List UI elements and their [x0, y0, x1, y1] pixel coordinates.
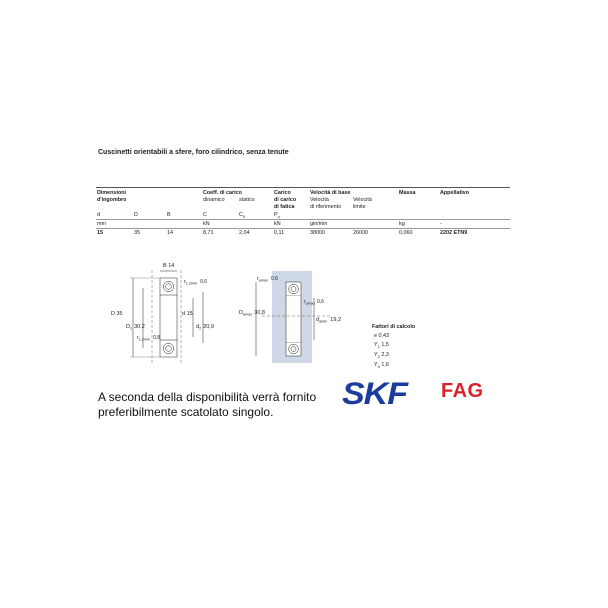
unit-dash: -	[440, 221, 442, 227]
header-statico: statico	[239, 197, 255, 203]
value-vel-lim: 26000	[353, 230, 368, 236]
svg-text:ramax0,6: $r_{amax}$ 0,6	[257, 276, 278, 283]
unit-mm: mm	[97, 221, 106, 227]
symbol-C: C	[203, 212, 207, 218]
symbol-Pu: $P_u$	[274, 212, 280, 220]
header-massa: Massa	[399, 190, 416, 196]
value-D: 35	[134, 230, 140, 236]
svg-text:D 35: D 35	[111, 311, 123, 317]
header-di-riferimento: di riferimento	[310, 204, 342, 210]
notice-line-1: A seconda della disponibilità verrà fornito	[98, 390, 317, 404]
svg-text:d220,9: $d_2$ 20,9	[196, 324, 214, 331]
skf-logo: SKF	[342, 376, 407, 412]
unit-kg: kg	[399, 221, 405, 227]
unit-giri: giri/min	[310, 221, 328, 227]
value-B: 14	[167, 230, 173, 236]
value-appellativo: 2202 ETN9	[440, 230, 468, 236]
calc-factors-heading: Fattori di calcolo	[372, 324, 416, 330]
factor-e: e 0,43	[374, 333, 389, 340]
value-vel-rif: 38000	[310, 230, 325, 236]
calc-factors	[372, 323, 415, 372]
symbol-B: B	[167, 212, 171, 218]
symbol-D: D	[134, 212, 138, 218]
header-dimensioni: Dimensioni	[97, 190, 127, 196]
header-appellativo: Appellativo	[440, 190, 470, 196]
symbol-d: d	[97, 212, 100, 218]
availability-notice	[98, 390, 316, 420]
header-velocita-2: Velocità	[353, 197, 372, 203]
factor-y1: $Y_1$ 1,5	[374, 341, 389, 349]
value-Pu: 0,11	[274, 230, 285, 236]
header-velocita-base: Velocità di base	[310, 190, 351, 196]
value-C: 8,71	[203, 230, 214, 236]
fag-logo: FAG	[441, 380, 484, 402]
header-carico: Carico	[274, 190, 291, 196]
header-di-fatica: di fatica	[274, 204, 295, 210]
symbol-C0: $C_0$	[239, 212, 246, 220]
bearing-left-labels	[111, 263, 214, 342]
page-title: Cuscinetti orientabili a sfere, foro cilindrico, senza tenute	[98, 149, 289, 156]
value-massa: 0,060	[399, 230, 413, 236]
value-C0: 2,04	[239, 230, 250, 236]
svg-text:ramax0,6: $r_{amax}$ 0,6	[304, 299, 324, 306]
svg-text:B 14: B 14	[163, 263, 175, 269]
header-ingombro: d'ingombro	[97, 197, 127, 203]
header-limite: limite	[353, 204, 366, 210]
header-di-carico: di carico	[274, 197, 297, 203]
notice-line-2: preferibilmente scatolato singolo.	[98, 405, 274, 419]
svg-text:r1,2min0,6: $r_{1,2min}$ 0,6	[184, 279, 208, 286]
value-d: 15	[97, 230, 103, 236]
svg-text:Damax30,8: $D_{amax}$ 30,8	[239, 310, 265, 317]
header-dinamico: dinamico	[203, 197, 225, 203]
factor-y2: $Y_2$ 2,3	[374, 351, 389, 360]
svg-text:d 15: d 15	[182, 311, 193, 317]
header-velocita-1: Velocità	[310, 197, 329, 203]
svg-text:damin19,2: $d_{amin}$ 19,2	[316, 317, 342, 324]
svg-text:D130,2: $D_1$ 30,2	[126, 324, 145, 331]
unit-kn-2: kN	[274, 221, 281, 227]
svg-text:r1,2min0,8: $r_{1,2min}$ 0,8	[137, 335, 161, 342]
factor-y0: $Y_0$ 1,6	[374, 362, 389, 370]
header-coeff-carico: Coeff. di carico	[203, 190, 242, 196]
unit-kn-1: kN	[203, 221, 210, 227]
